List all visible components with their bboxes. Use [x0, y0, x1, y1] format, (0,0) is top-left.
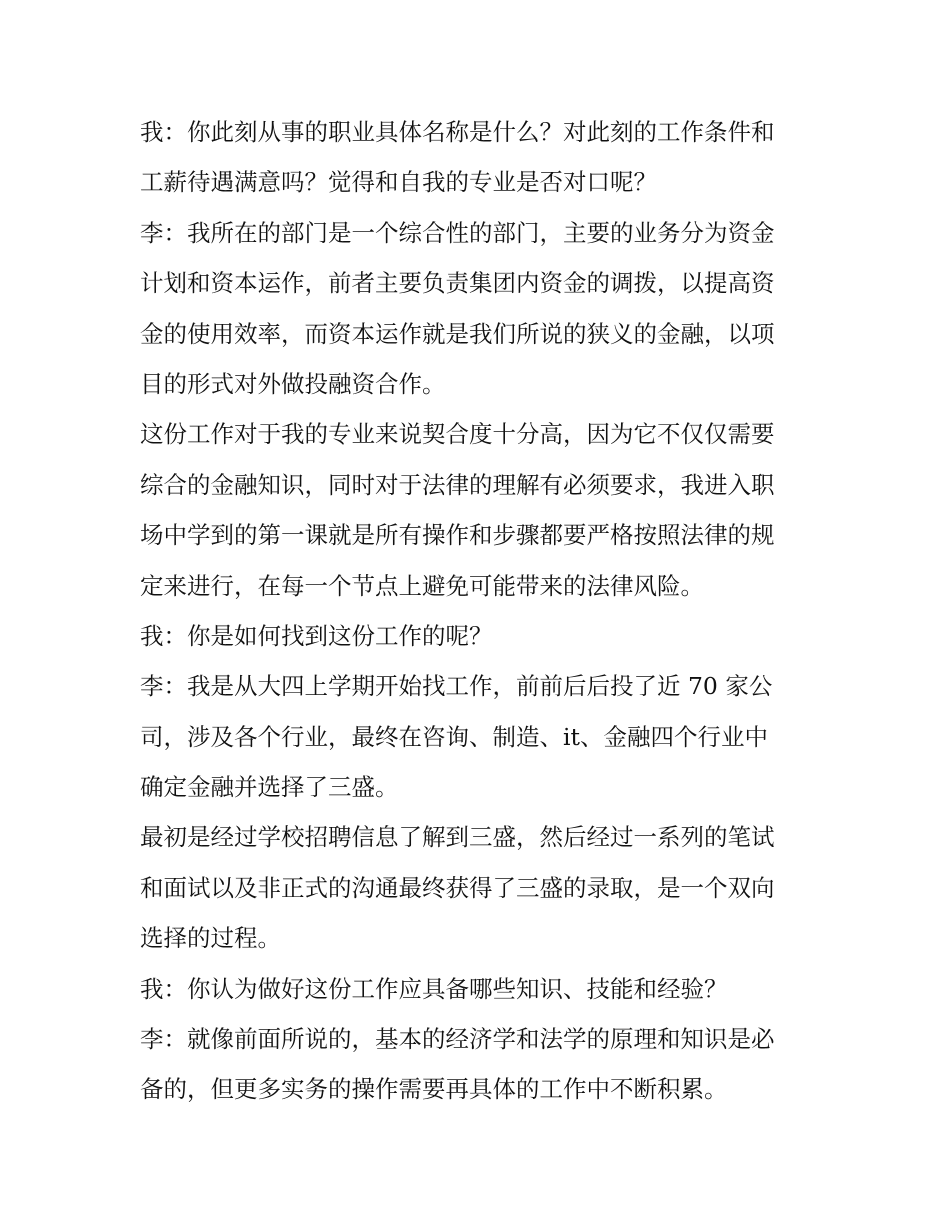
- text-line: 综合的金融知识，同时对于法律的理解有必须要求，我进入职: [140, 470, 775, 499]
- paragraph-answer-fit: [140, 409, 820, 611]
- text-line: 李：我所在的部门是一个综合性的部门，主要的业务分为资金: [140, 218, 775, 247]
- paragraph-question-job-title: [140, 107, 820, 208]
- text-line: 我：你认为做好这份工作应具备哪些知识、技能和经验？: [140, 974, 728, 1003]
- text-line: 备的，但更多实务的操作需要再具体的工作中不断积累。: [140, 1075, 728, 1104]
- text-line: 目的形式对外做投融资合作。: [140, 369, 446, 398]
- text-line: 定来进行，在每一个节点上避免可能带来的法律风险。: [140, 571, 704, 600]
- text-line: 司，涉及各个行业，最终在咨询、制造、it、金融四个行业中: [140, 722, 768, 751]
- text-line: 计划和资本运作，前者主要负责集团内资金的调拨，以提高资: [140, 269, 775, 298]
- text-line: 场中学到的第一课就是所有操作和步骤都要严格按照法律的规: [140, 521, 775, 550]
- text-line: 最初是经过学校招聘信息了解到三盛，然后经过一系列的笔试: [140, 823, 775, 852]
- paragraph-answer-recruitment: [140, 812, 820, 963]
- text-line: 和面试以及非正式的沟通最终获得了三盛的录取，是一个双向: [140, 873, 775, 902]
- paragraph-question-find-job: [140, 611, 820, 661]
- text-line: 工薪待遇满意吗？觉得和自我的专业是否对口呢？: [140, 168, 657, 197]
- text-line: 我：你是如何找到这份工作的呢？: [140, 621, 493, 650]
- text-line: 我：你此刻从事的职业具体名称是什么？对此刻的工作条件和: [140, 118, 775, 146]
- document-body: [140, 107, 820, 1115]
- text-line: 选择的过程。: [140, 924, 281, 953]
- text-line: 这份工作对于我的专业来说契合度十分高，因为它不仅仅需要: [140, 420, 775, 449]
- text-line: 金的使用效率，而资本运作就是我们所说的狭义的金融，以项: [140, 319, 775, 348]
- paragraph-question-skills: [140, 964, 820, 1014]
- paragraph-answer-department: [140, 208, 820, 410]
- paragraph-answer-skills: [140, 1014, 820, 1115]
- text-line: 确定金融并选择了三盛。: [140, 773, 399, 802]
- text-line: 李：我是从大四上学期开始找工作，前前后后投了近 70 家公: [140, 672, 773, 701]
- paragraph-answer-job-search: [140, 661, 820, 812]
- text-line: 李：就像前面所说的，基本的经济学和法学的原理和知识是必: [140, 1025, 775, 1054]
